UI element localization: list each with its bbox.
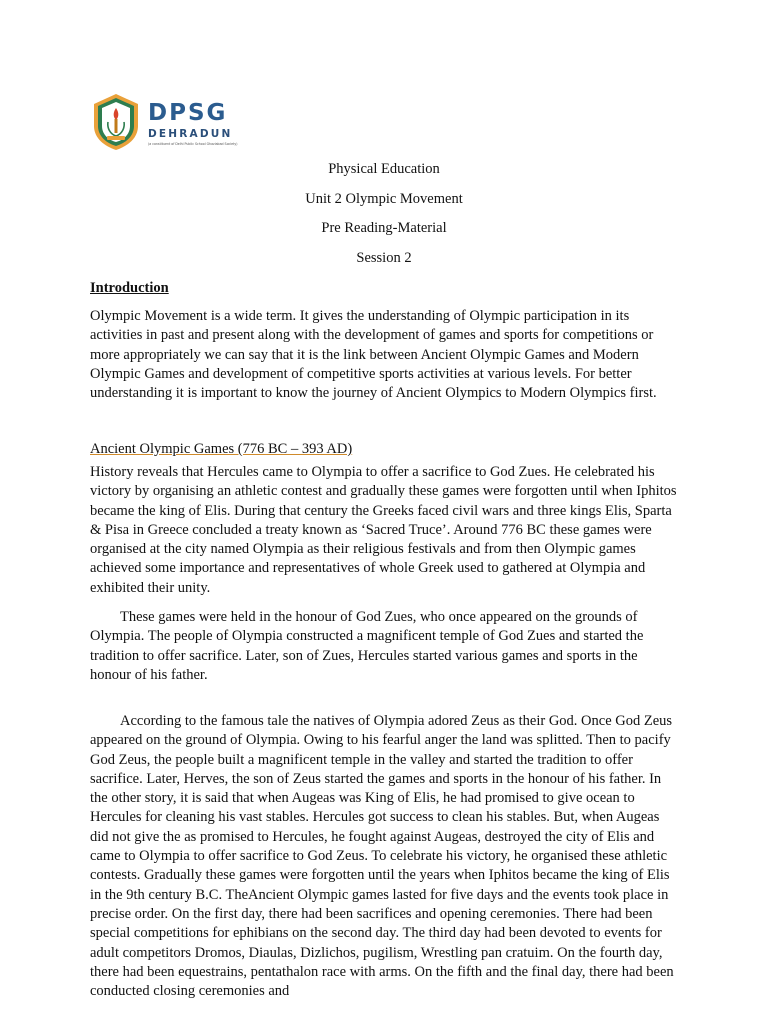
logo-name: DPSG xyxy=(148,100,228,126)
session-title: Session 2 xyxy=(356,250,412,266)
introduction-heading: Introduction xyxy=(90,280,169,296)
ancient-paragraph-1: History reveals that Hercules came to Olympia to offer a sacrifice to God Zues. He celebrated his victory by organising an athletic contest and gradually these games were forgotten until when Iphitos became the king of Elis. During that century the Greeks faced civil wars and three kings Elis, Sparta & Pisa in Greece concluded a treaty known as ‘Sacred Truce’. Around 776 BC these games were organised at the city named Olympia as their religious festivals and from then Olympic games achieved some importance and representatives of whole Greek used to gathered at Olympia and exhibited their unity. xyxy=(90,464,677,596)
subject-title: Physical Education xyxy=(328,161,440,177)
unit-title: Unit 2 Olympic Movement xyxy=(305,191,463,207)
ancient-paragraph-3: According to the famous tale the natives of Olympia adored Zeus as their God. Once God Zeus appeared on the ground of Olympia. Owing to his fearful anger the land was splitted. Then to pacify God Zeus, the people built a magnificent temple in the valley and started the tradition to offer sacrifice. Later, Herves, the son of Zeus started the games and sports in the honour of his father. In the other story, it is said that when Augeas was King of Elis, he had promised to give ocean to Hercules for cleaning his vast stables. Hercules got success to clean his stables. But, when Augeas did not give the as promised to Hercules, he fought against Augeas, destroyed the city of Elis and came to Olympia to offer sacrifice to God Zeus. To celebrate his victory, he organised these athletic contests. Gradually these games were forgotten until the years when Iphitos became the king of Elis in the 9th century B.C. TheAncient Olympic games lasted for five days and the events took place in precise order. On the first day, there had been sacrifices and opening ceremonies. There had been special competitions for ephibians on the second day. The third day had been devoted to events for adult competitors Dromos, Diaulas, Dizlichos, pugilism, Wrestling pan cratuim. On the fourth day, there had been equestrains, pentathalon race with arms. On the fifth and the final day, there had been conducted closing ceremonies and xyxy=(90,713,674,1000)
school-logo xyxy=(90,92,240,152)
introduction-paragraph: Olympic Movement is a wide term. It gives the understanding of Olympic participation in its activities in past and present along with the development of games and sports for competitions or more appropriately we can say that it is the link between Ancient Olympic Games and Modern Olympic Games and development of competitive sports activities at various levels. For better understanding it is important to know the journey of Ancient Olympics to Modern Olympics first. xyxy=(90,308,657,402)
ancient-games-heading: Ancient Olympic Games (776 BC – 393 AD) xyxy=(90,441,353,457)
logo-tagline: (a constituent of Delhi Public School Ghaziabad Society) xyxy=(148,142,238,146)
logo-city: DEHRADUN xyxy=(148,128,233,140)
ancient-paragraph-2: These games were held in the honour of God Zues, who once appeared on the grounds of Olympia. The people of Olympia constructed a magnificent temple of God Zues and started the tradition to offer sacrifice. Later, son of Zues, Hercules started various games and sports in the honour of his father. xyxy=(90,609,644,683)
crest-icon xyxy=(90,92,142,152)
material-title: Pre Reading-Material xyxy=(321,220,447,236)
